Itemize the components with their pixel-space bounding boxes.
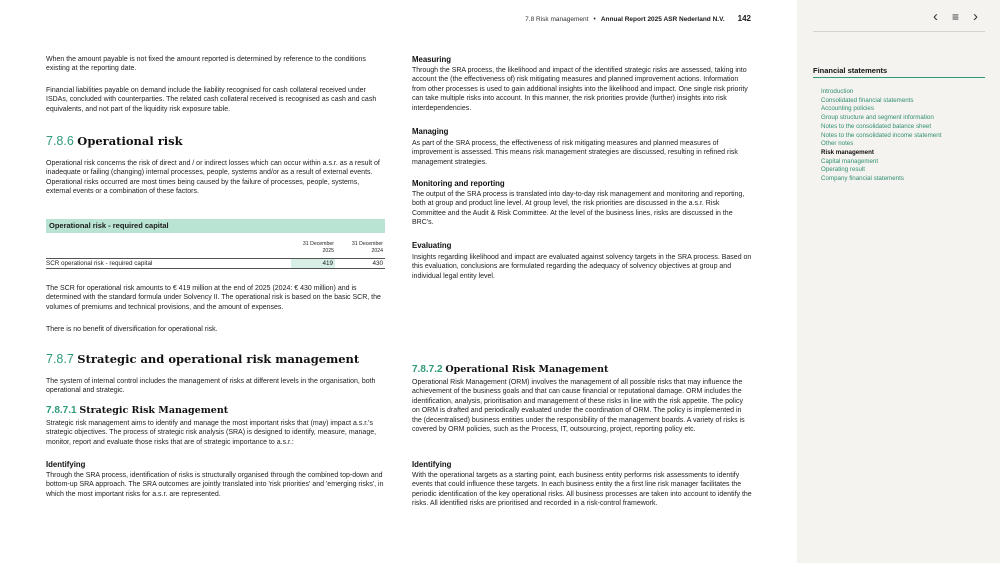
subsection-number: 7.8.7.1 [46, 405, 77, 416]
subheading: Measuring [412, 55, 451, 64]
heading-identifying-right [412, 460, 752, 470]
subheading: Identifying [412, 460, 452, 469]
subsection-title: Operational Risk Management [445, 364, 609, 375]
heading-7-8-7 [46, 352, 386, 367]
paragraph-internal-control [46, 377, 386, 396]
text-managing: As part of the SRA process, the effectiveness of risk mitigating measures and planned measures of improvement is assessed. This means risk management strategies are discussed, resulting in refined risk management strategies. [412, 140, 738, 166]
sidebar-title[interactable]: Financial statements [813, 66, 985, 78]
paragraph-financial-liabilities [46, 86, 386, 114]
section-title: Operational risk [77, 134, 183, 148]
heading-7-8-7-2 [412, 364, 752, 376]
header-2024-line1: 31 December [351, 241, 383, 247]
text-operational-risk: Operational risk concerns the risk of direct and / or indirect losses which can occur within a.s.r. as a result of inadequate or failing (changing) internal processes, people, systems and/or as a result of external events. Operational risks occurred are most times being caused by the failure of processes, people, systems, external events or a combination of these factors. [46, 160, 380, 196]
header-section: 7.8 Risk management [525, 16, 589, 23]
paragraph-identifying-right [412, 471, 752, 509]
page-header [525, 14, 751, 23]
text-monitoring: The output of the SRA process is translated into day-to-day risk management and monitoring and reporting, both at group and product line level. At group level, the risk priorities are discussed in the a.s.r. Risk Committee and the Audit & Risk Committee. At the level of the business lines, risks are discussed in the BRC's. [412, 191, 745, 227]
toc-item-group-structure[interactable]: Group structure and segment information [821, 114, 934, 122]
subheading: Identifying [46, 460, 86, 469]
table-header-2024 [340, 241, 383, 255]
heading-managing [412, 127, 752, 137]
toc-item-accounting-policies[interactable]: Accounting policies [821, 105, 874, 113]
paragraph-operational-risk [46, 159, 386, 197]
paragraph-managing [412, 139, 752, 167]
section-title: Strategic and operational risk management [77, 352, 360, 366]
subsection-number: 7.8.7.2 [412, 364, 443, 375]
toc-item-introduction[interactable]: Introduction [821, 88, 854, 95]
toc-item-company-financial-statements[interactable]: Company financial statements [821, 175, 904, 183]
paragraph-monitoring [412, 190, 752, 228]
paragraph-scr [46, 284, 386, 312]
toc-item-consolidated-financial-statements[interactable]: Consolidated financial statements [821, 96, 914, 104]
paragraph-strategic-risk [46, 419, 386, 447]
chevron-left-icon[interactable]: ‹ [932, 8, 938, 25]
table-title: Operational risk - required capital [46, 219, 385, 233]
text-orm: Operational Risk Management (ORM) involves the management of all possible risks that may influence the achievement of the business goals and that can cause financial or reputational damage. ORM includes the identification, analysis, prioritisation and management of these risks in line with the risk appetite. The policy on ORM is drafted and periodically evaluated under the coordination of ORM. The policy is implemented in the (decentralised) business entities under the responsibility of the management boards. A variety of risks is covered by ORM policies, such as the Process, IT, outsourcing, project, reporting policy etc. [412, 379, 745, 434]
toc-item-operating-result[interactable]: Operating result [821, 166, 866, 174]
sidebar-divider [813, 31, 985, 32]
subsection-title: Strategic Risk Management [79, 405, 229, 416]
row-label: SCR operational risk - required capital [46, 260, 153, 267]
paragraph-diversification [46, 325, 386, 334]
header-2024-line2: 2024 [371, 248, 383, 254]
text-strategic-risk: Strategic risk management aims to identify and manage the most important risks that (may) impact a.s.r.'s strategic objectives. The process of strategic risk analysis (SRA) is designed to identify, measure, manage, monitor, report and evaluate those risks that are of strategic importance to a.s.r.: [46, 420, 377, 446]
heading-monitoring [412, 179, 752, 189]
value-2025: 419 [291, 259, 335, 268]
heading-7-8-6 [46, 134, 386, 149]
paragraph-evaluating [412, 253, 752, 281]
heading-measuring [412, 55, 752, 65]
subheading: Evaluating [412, 241, 452, 250]
subheading: Monitoring and reporting [412, 179, 505, 188]
header-report-title: Annual Report 2025 ASR Nederland N.V. [600, 16, 725, 23]
heading-7-8-7-1 [46, 405, 386, 417]
toc-item-capital-management[interactable]: Capital management [821, 157, 879, 165]
section-number: 7.8.7 [46, 352, 74, 366]
sidebar-toc [821, 88, 941, 184]
paragraph-orm [412, 378, 752, 434]
table-row [46, 258, 385, 269]
text-measuring: Through the SRA process, the likelihood and impact of the identified strategic risks are assessed, taking into account the (the effectiveness of) risk mitigating measures and planned improvement actions. Information from other processes is used to gain additional insights into the likelihood and impact. One single risk priority can take multiple risks into account. In this manner, the risk priorities provide (further) insights into risk interdependencies. [412, 67, 748, 112]
toc-item-notes-balance-sheet[interactable]: Notes to the consolidated balance sheet [821, 122, 932, 130]
section-number: 7.8.6 [46, 134, 74, 148]
text-amount-payable: When the amount payable is not fixed the amount reported is determined by reference to the conditions existing at the reporting date. [46, 56, 366, 73]
paragraph-identifying-left [46, 471, 386, 499]
value-2024: 430 [372, 260, 383, 267]
menu-icon[interactable]: ≡ [951, 9, 959, 24]
toc-item-other-notes[interactable]: Other notes [821, 140, 854, 148]
toc-item-risk-management[interactable]: Risk management [821, 148, 874, 156]
paragraph-amount-payable [46, 55, 386, 74]
heading-identifying-left [46, 460, 386, 470]
table-header-2025 [291, 241, 334, 255]
sidebar [797, 0, 1000, 563]
toc-item-notes-income-statement[interactable]: Notes to the consolidated income statement [821, 131, 942, 139]
header-separator: • [593, 16, 596, 23]
text-identifying: With the operational targets as a starting point, each business entity performs risk assessments to identify events that could influence these targets. In each business entity the a first line risk manager facilitates the periodic identification of the key operational risks. All business processes are taken into account to identify the risks. All identified risks are prioritised and recorded in a risk-control framework. [412, 472, 752, 508]
text-evaluating: Insights regarding likelihood and impact are evaluated against solvency targets in the SRA process. Based on this evaluation, conclusions are formulated regarding the adequacy of solvency objectives at group and individual legal entity level. [412, 254, 752, 280]
heading-evaluating [412, 241, 752, 251]
text-scr: The SCR for operational risk amounts to € 419 million at the end of 2025 (2024: € 430 million) and is determined with the standard formula under Solvency II. The operational risk is based on the basic SCR, the volumes of premiums and technical provisions, and the amount of expenses. [46, 285, 381, 311]
text-diversification: There is no benefit of diversification for operational risk. [46, 326, 218, 333]
subheading: Managing [412, 127, 449, 136]
page-number: 142 [737, 14, 751, 23]
text-identifying: Through the SRA process, identification of risks is structurally organised through the combined top-down and bottom-up SRA approach. The SRA outcomes are jointly translated into 'risk priorities' and 'emerging risks', in which the most important risks for a.s.r. are represented. [46, 472, 384, 498]
header-2025-line1: 31 December [302, 241, 334, 247]
paragraph-measuring [412, 66, 752, 113]
chevron-right-icon[interactable]: › [973, 8, 978, 25]
header-2025-line2: 2025 [322, 248, 334, 254]
text-internal-control: The system of internal control includes the management of risks at different levels in the organisation, both operational and strategic. [46, 378, 376, 395]
page-navigation [933, 8, 978, 25]
text-financial-liabilities: Financial liabilities payable on demand include the liability recognised for cash collateral received under ISDAs, concluded with counterparties. The related cash collateral received is recognised as cash and cash equivalents, and not part of the liquidity risk exposure table. [46, 87, 377, 113]
